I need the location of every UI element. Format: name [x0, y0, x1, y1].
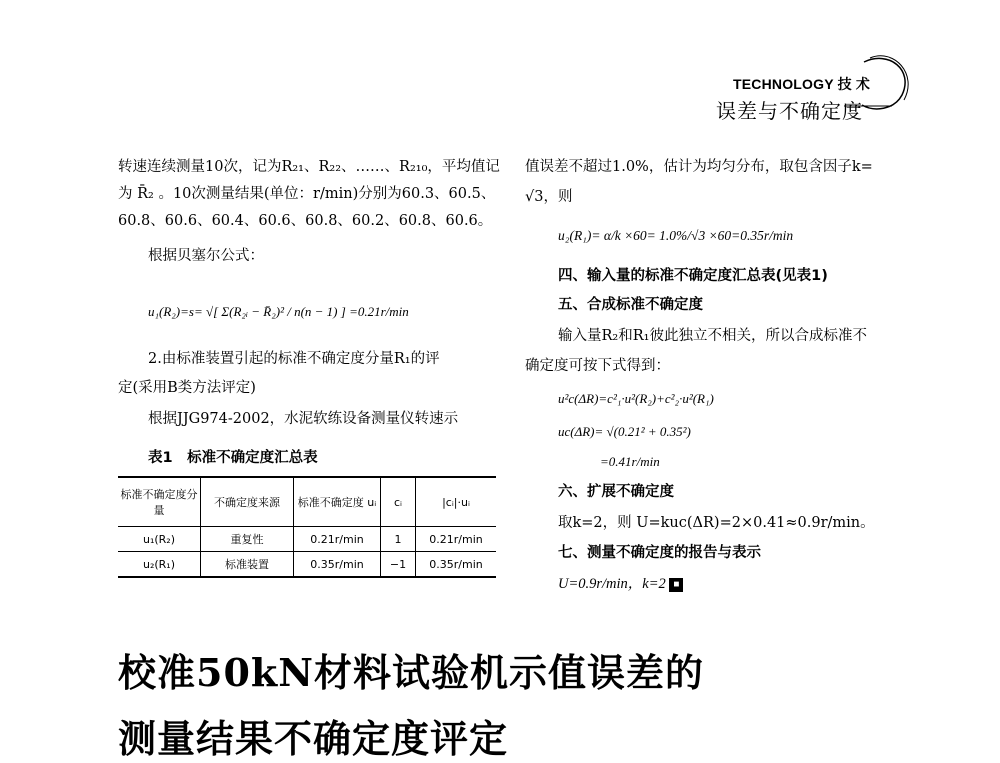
- table-caption: 表1 标准不确定度汇总表: [148, 450, 318, 466]
- right-para2-line2: 确定度可按下式得到：: [525, 358, 670, 374]
- table-header-cell: cᵢ: [381, 477, 416, 527]
- table-cell: 1: [381, 527, 416, 552]
- left-para1-line1: 转速连续测量10次，记为R₂₁、R₂₂、……、R₂₁₀，平均值记: [118, 159, 500, 175]
- table-row: [118, 527, 496, 552]
- formula-uc: uc(ΔR)= √(0.21² + 0.35²): [558, 424, 691, 439]
- header-swirl-icon: [844, 50, 914, 120]
- heading-4: 四、输入量的标准不确定度汇总表(见表1): [558, 268, 828, 284]
- right-para2-line1: 输入量R₂和R₁彼此独立不相关，所以合成标准不: [558, 328, 867, 344]
- heading-5: 五、合成标准不确定度: [558, 297, 703, 313]
- table-cell: 0.35r/min: [294, 552, 381, 578]
- left-para4: 根据JJG974-2002，水泥软练设备测量仪转速示: [148, 411, 459, 427]
- table-row: [118, 552, 496, 578]
- report-value: U=0.9r/min，k=2: [558, 576, 666, 592]
- left-para1-line2: 为 R̄₂ 。10次测量结果(单位：r/min)分别为60.3、60.5、: [118, 186, 496, 202]
- right-para4: [558, 571, 683, 598]
- table-header-cell: 标准不确定度 uᵢ: [294, 477, 381, 527]
- table-cell: 重复性: [201, 527, 294, 552]
- left-para1-line3: 60.8、60.6、60.4、60.6、60.8、60.2、60.8、60.6。: [118, 213, 493, 229]
- right-para3: 取k=2，则 U=kuc(ΔR)=2×0.41≈0.9r/min。: [558, 515, 875, 531]
- section-label-cn: 误差与不确定度: [716, 99, 863, 123]
- table-header-cell: |cᵢ|·uᵢ: [416, 477, 497, 527]
- table-header-cell: 不确定度来源: [201, 477, 294, 527]
- formula-uc-squared: u²c(ΔR)=c²₁·u²(R₂)+c²₂·u²(R₁): [558, 391, 714, 406]
- formula-uc-value: =0.41r/min: [600, 454, 660, 469]
- formula-u2: u₂(R₁)= α/k ×60= 1.0%/√3 ×60=0.35r/min: [558, 228, 794, 243]
- table-cell: 0.21r/min: [294, 527, 381, 552]
- right-para1-line1: 值误差不超过1.0%，估计为均匀分布，取包含因子k=: [525, 159, 873, 175]
- section-label-en: TECHNOLOGY 技 术: [733, 76, 871, 92]
- left-para3-line2: 定(采用B类方法评定): [118, 380, 256, 396]
- article-title-line1: 校准50kN材料试验机示值误差的: [118, 650, 704, 695]
- left-para2: 根据贝塞尔公式：: [148, 248, 264, 264]
- table-header-row: [118, 477, 496, 527]
- table-cell: 0.21r/min: [416, 527, 497, 552]
- table-cell: u₂(R₁): [142, 557, 176, 571]
- heading-7: 七、测量不确定度的报告与表示: [558, 545, 761, 561]
- table-cell: 0.35r/min: [416, 552, 497, 578]
- table-cell: −1: [381, 552, 416, 578]
- end-mark-icon: ■: [669, 578, 683, 592]
- heading-6: 六、扩展不确定度: [558, 484, 674, 500]
- formula-bessel: u₁(R₂)=s= √[ Σ(R₂ᵢ − R̄₂)² / n(n − 1) ] =0.21r/min: [148, 304, 409, 319]
- table-cell: u₁(R₂): [118, 527, 201, 552]
- left-para3-line1: 2.由标准装置引起的标准不确定度分量R₁的评: [148, 351, 440, 367]
- table-header-cell: 标准不确定度分量: [118, 477, 201, 527]
- right-para1-line2: √3，则: [525, 189, 573, 205]
- article-title-line2: 测量结果不确定度评定: [118, 716, 509, 761]
- table-cell: 标准装置: [201, 552, 294, 578]
- uncertainty-summary-table: [118, 476, 496, 578]
